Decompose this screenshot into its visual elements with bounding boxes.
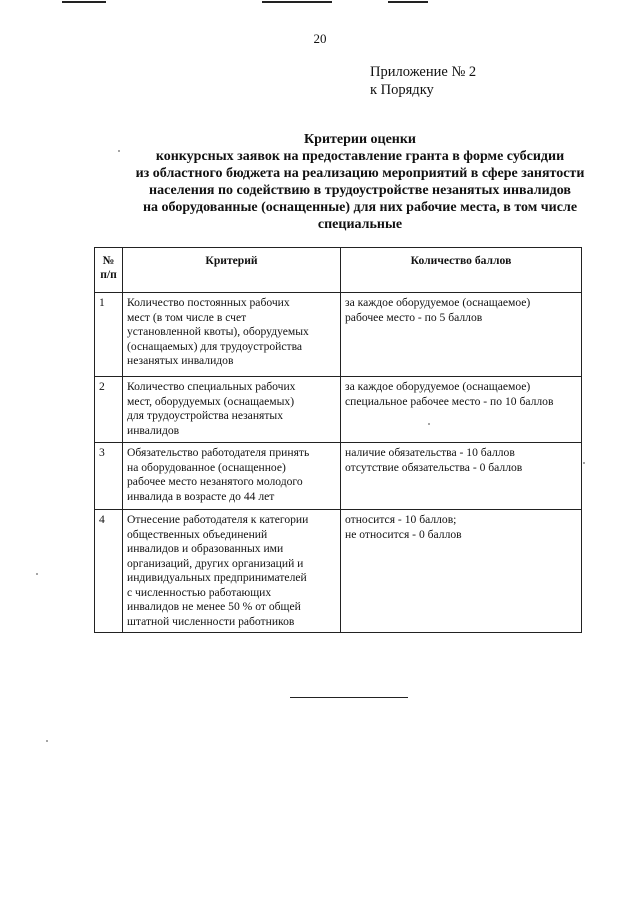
appendix-line1: Приложение № 2	[370, 64, 477, 80]
row-number: 4	[95, 510, 123, 633]
scan-speck	[428, 423, 430, 425]
row-criterion: Количество специальных рабочих мест, оборудуемых (оснащаемых) для трудоустройства незанятых инвалидов	[123, 377, 341, 443]
page-number: 20	[313, 31, 327, 46]
header-score: Количество баллов	[341, 248, 582, 293]
title-line5: на оборудованные (оснащенные) для них рабочие места, в том числе	[142, 200, 578, 215]
row-number: 3	[95, 443, 123, 510]
row-criterion: Количество постоянных рабочих мест (в том числе в счет установленной квоты), оборудуемых (оснащаемых) для трудоустройства незанятых инвалидов	[123, 293, 341, 377]
header-number: № п/п	[95, 248, 123, 293]
row-criterion: Обязательство работодателя принять на оборудованное (оснащенное) рабочее место незанятого молодого инвалида в возрасте до 44 лет	[123, 443, 341, 510]
row-score: за каждое оборудуемое (оснащаемое) специальное рабочее место - по 10 баллов	[341, 377, 582, 443]
title-line3: из областного бюджета на реализацию мероприятий в сфере занятости	[135, 166, 585, 181]
criteria-table	[94, 247, 582, 633]
row-score: относится - 10 баллов; не относится - 0 баллов	[341, 510, 582, 633]
appendix-reference	[370, 63, 476, 99]
closing-line	[290, 697, 408, 698]
title-line2: конкурсных заявок на предоставление гранта в форме субсидии	[155, 149, 565, 164]
scan-speck	[36, 573, 38, 575]
row-score: наличие обязательства - 10 баллов отсутствие обязательства - 0 баллов	[341, 443, 582, 510]
header-criterion: Критерий	[123, 248, 341, 293]
row-number: 2	[95, 377, 123, 443]
title-line1: Критерии оценки	[304, 132, 416, 147]
table-row	[95, 510, 582, 633]
document-title	[80, 131, 640, 233]
title-line6: специальные	[317, 217, 403, 232]
row-score: за каждое оборудуемое (оснащаемое) рабочее место - по 5 баллов	[341, 293, 582, 377]
row-criterion: Отнесение работодателя к категории общественных объединений инвалидов и образованных ими организаций, других организаций и индивидуальных предпринимателей с численностью работающих инвалидов не менее 50 % от общей штатной численности работников	[123, 510, 341, 633]
table-row	[95, 293, 582, 377]
row-number: 1	[95, 293, 123, 377]
appendix-line2: к Порядку	[370, 82, 434, 98]
table-row	[95, 443, 582, 510]
top-edge-marks	[0, 0, 640, 6]
scan-speck	[46, 740, 48, 742]
title-line4: населения по содействию в трудоустройстве незанятых инвалидов	[149, 183, 571, 198]
table-header-row	[95, 248, 582, 293]
scan-speck	[118, 150, 120, 152]
scan-speck	[583, 462, 585, 464]
table-row	[95, 377, 582, 443]
